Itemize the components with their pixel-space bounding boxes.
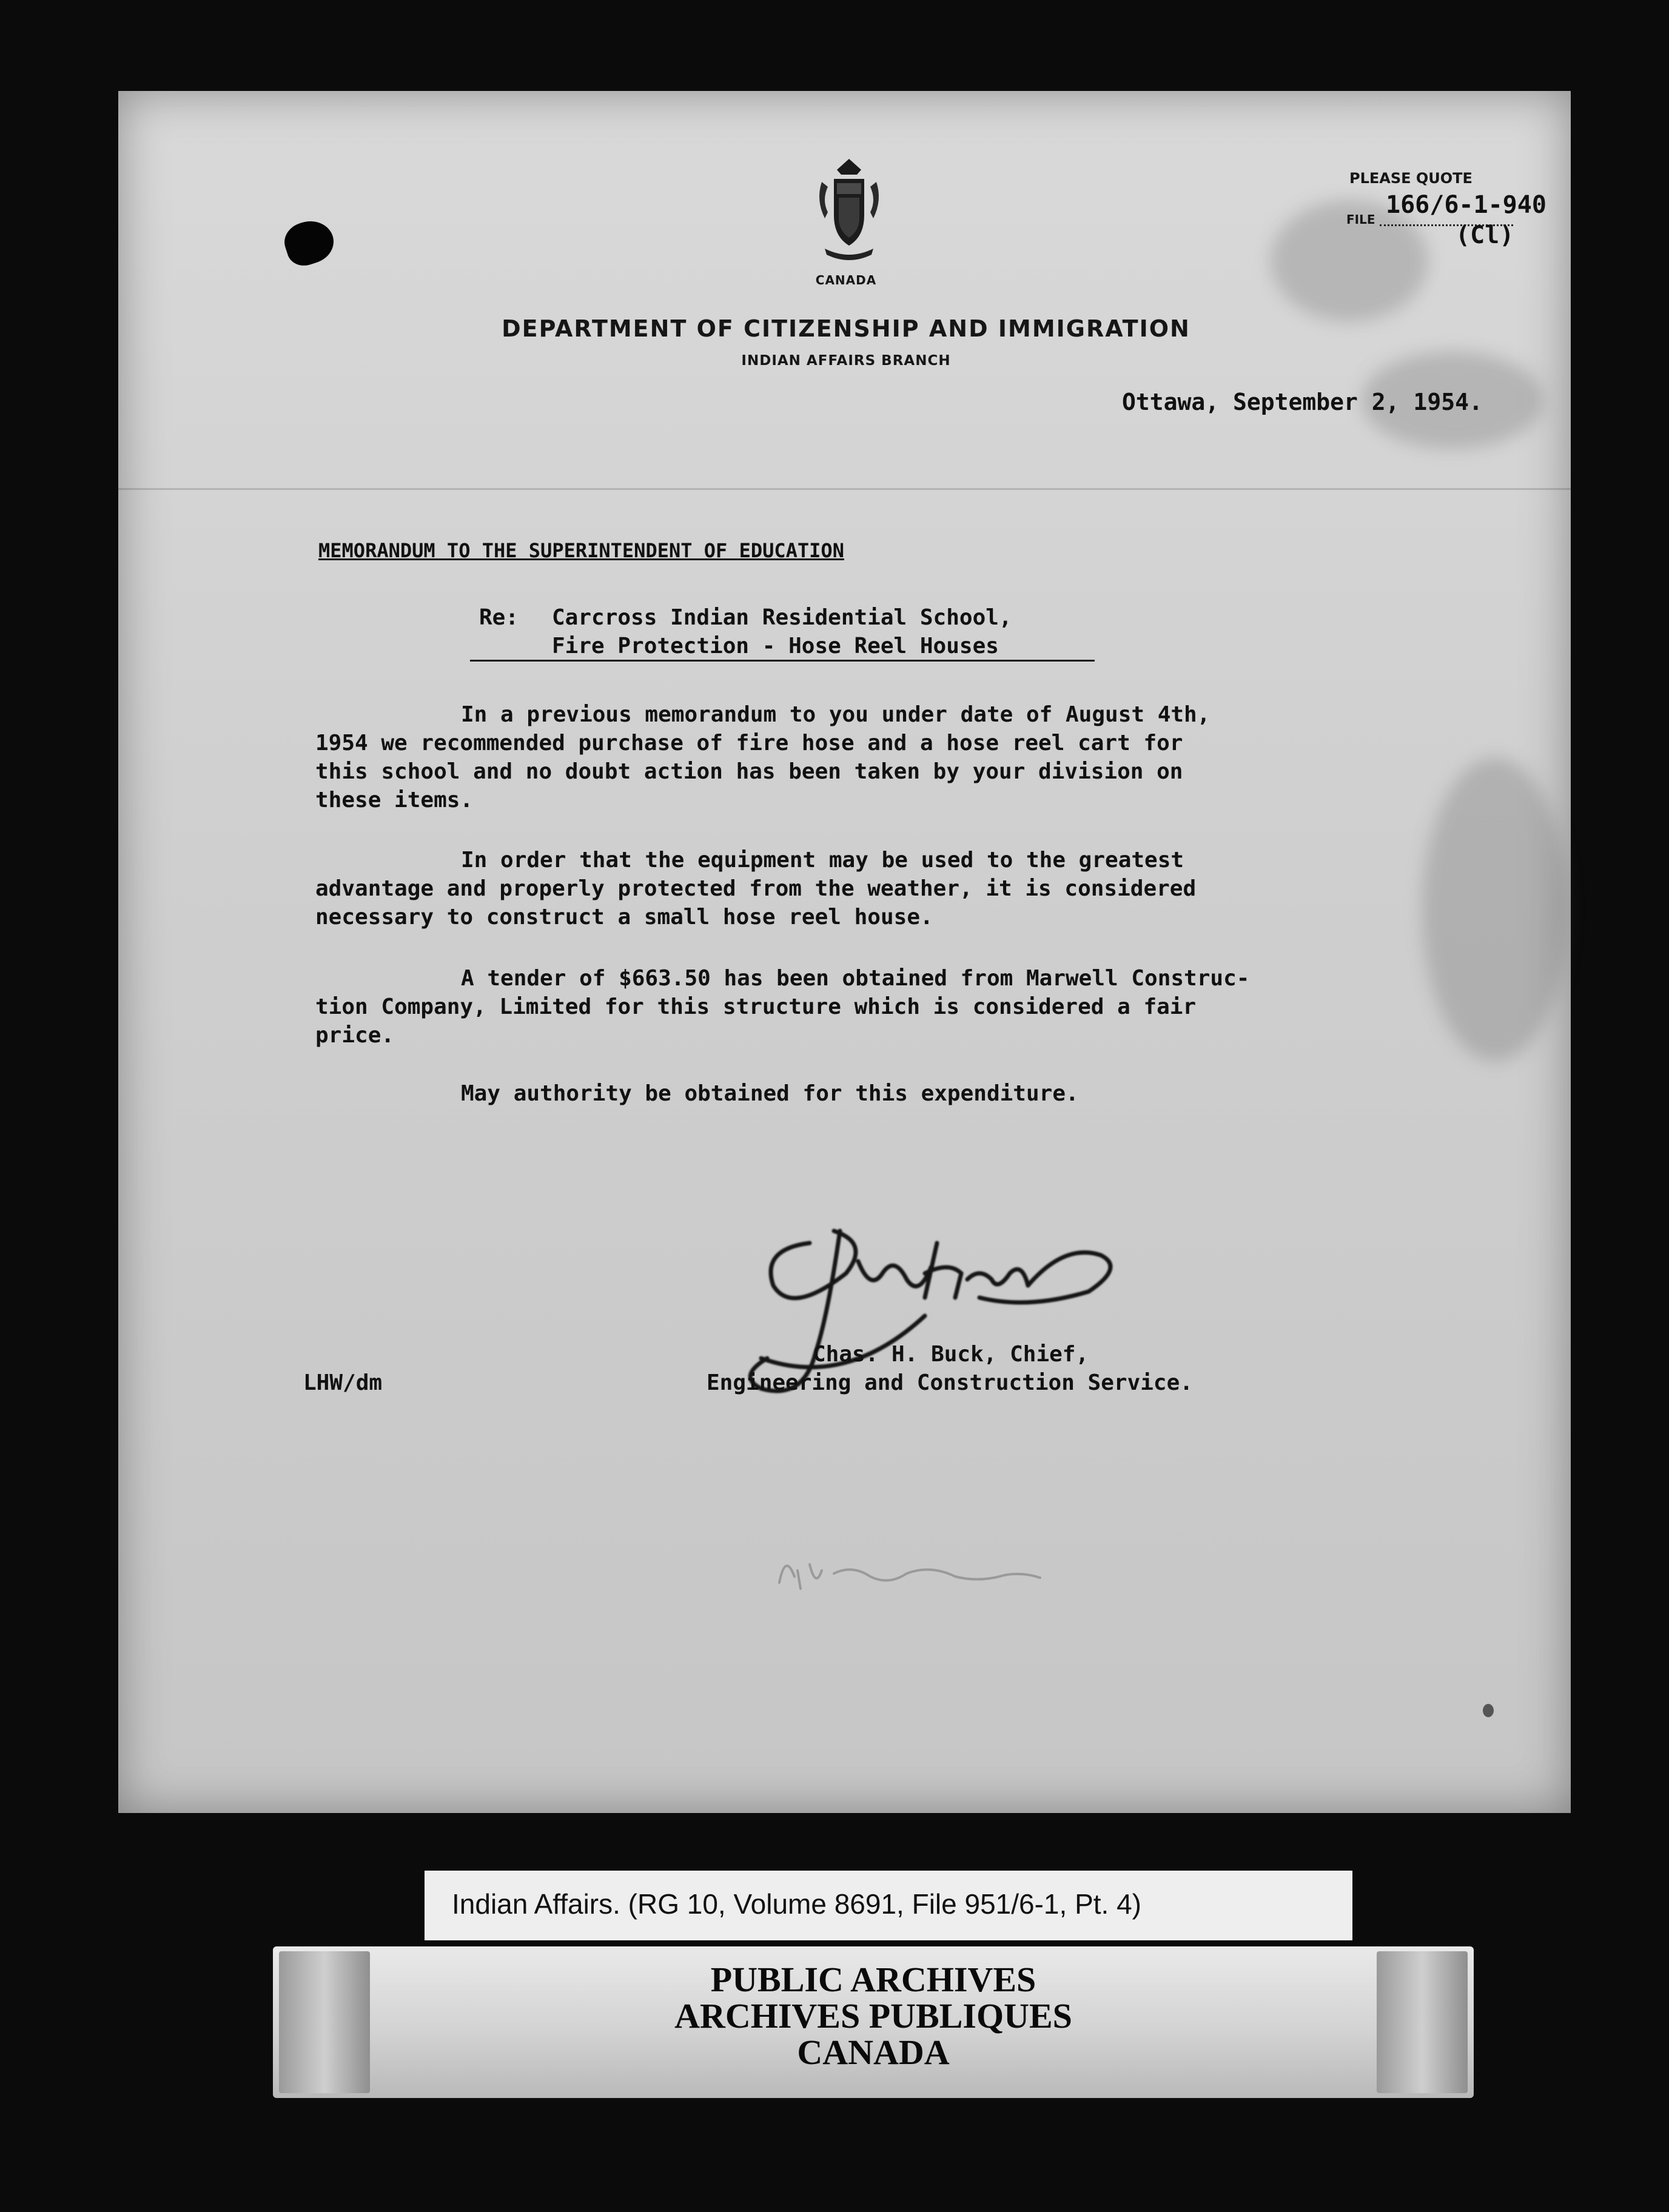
archives-line-english: PUBLIC ARCHIVES <box>710 1960 1036 1999</box>
file-suffix: (Cl) <box>1456 221 1514 249</box>
body-line: In a previous memorandum to you under date of August 4th, <box>461 702 1211 727</box>
body-line: price. <box>315 1023 395 1048</box>
body-line: these items. <box>315 788 474 813</box>
stain <box>1422 758 1568 1061</box>
subject-line-1: Carcross Indian Residential School, <box>552 605 1012 630</box>
signatory-name-title: Chas. H. Buck, Chief, <box>813 1342 1089 1367</box>
file-number: 166/6-1-940 <box>1386 191 1546 219</box>
body-line: advantage and properly protected from the weather, it is considered <box>315 876 1197 901</box>
subject-line-2: Fire Protection - Hose Reel Houses <box>552 634 999 659</box>
canada-coat-of-arms-icon <box>804 158 895 264</box>
signatory-service: Engineering and Construction Service. <box>707 1370 1193 1395</box>
memo-heading: MEMORANDUM TO THE SUPERINTENDENT OF EDUCATION <box>318 539 844 562</box>
memo-date: Ottawa, September 2, 1954. <box>1122 389 1483 415</box>
memo-page <box>118 91 1571 1813</box>
body-line: necessary to construct a small hose reel house. <box>315 905 933 930</box>
letterhead-department: DEPARTMENT OF CITIZENSHIP AND IMMIGRATION <box>502 315 1190 342</box>
archives-line-french: ARCHIVES PUBLIQUES <box>674 1996 1072 2036</box>
body-line: 1954 we recommended purchase of fire hose and a hose reel cart for <box>315 731 1183 756</box>
body-line: A tender of $663.50 has been obtained from Marwell Construc- <box>461 966 1250 991</box>
archive-reference-label <box>425 1871 1352 1940</box>
handwritten-signature <box>725 1207 1149 1449</box>
body-line: May authority be obtained for this expenditure. <box>461 1081 1079 1106</box>
letterhead-country: CANADA <box>815 273 877 287</box>
letterhead-branch: INDIAN AFFAIRS BRANCH <box>741 353 951 369</box>
file-label: FILE <box>1346 212 1375 227</box>
corner-mark <box>1483 1704 1494 1717</box>
subject-label: Re: <box>479 605 519 630</box>
subject-underline <box>470 660 1095 662</box>
body-line: In order that the equipment may be used to the greatest <box>461 848 1184 873</box>
punch-hole <box>280 215 339 270</box>
paper-fold <box>118 488 1571 490</box>
faint-pencil-notation <box>773 1540 1046 1607</box>
body-line: this school and no doubt action has been taken by your division on <box>315 759 1183 784</box>
typist-initials: LHW/dm <box>303 1370 383 1395</box>
archive-reference-text: Indian Affairs. (RG 10, Volume 8691, File 951/6-1, Pt. 4) <box>452 1888 1141 1920</box>
body-line: tion Company, Limited for this structure which is considered a fair <box>315 994 1197 1019</box>
archives-stamp-bar <box>273 1946 1474 2098</box>
please-quote-label: PLEASE QUOTE <box>1349 170 1473 187</box>
archives-line-country: CANADA <box>797 2033 950 2072</box>
